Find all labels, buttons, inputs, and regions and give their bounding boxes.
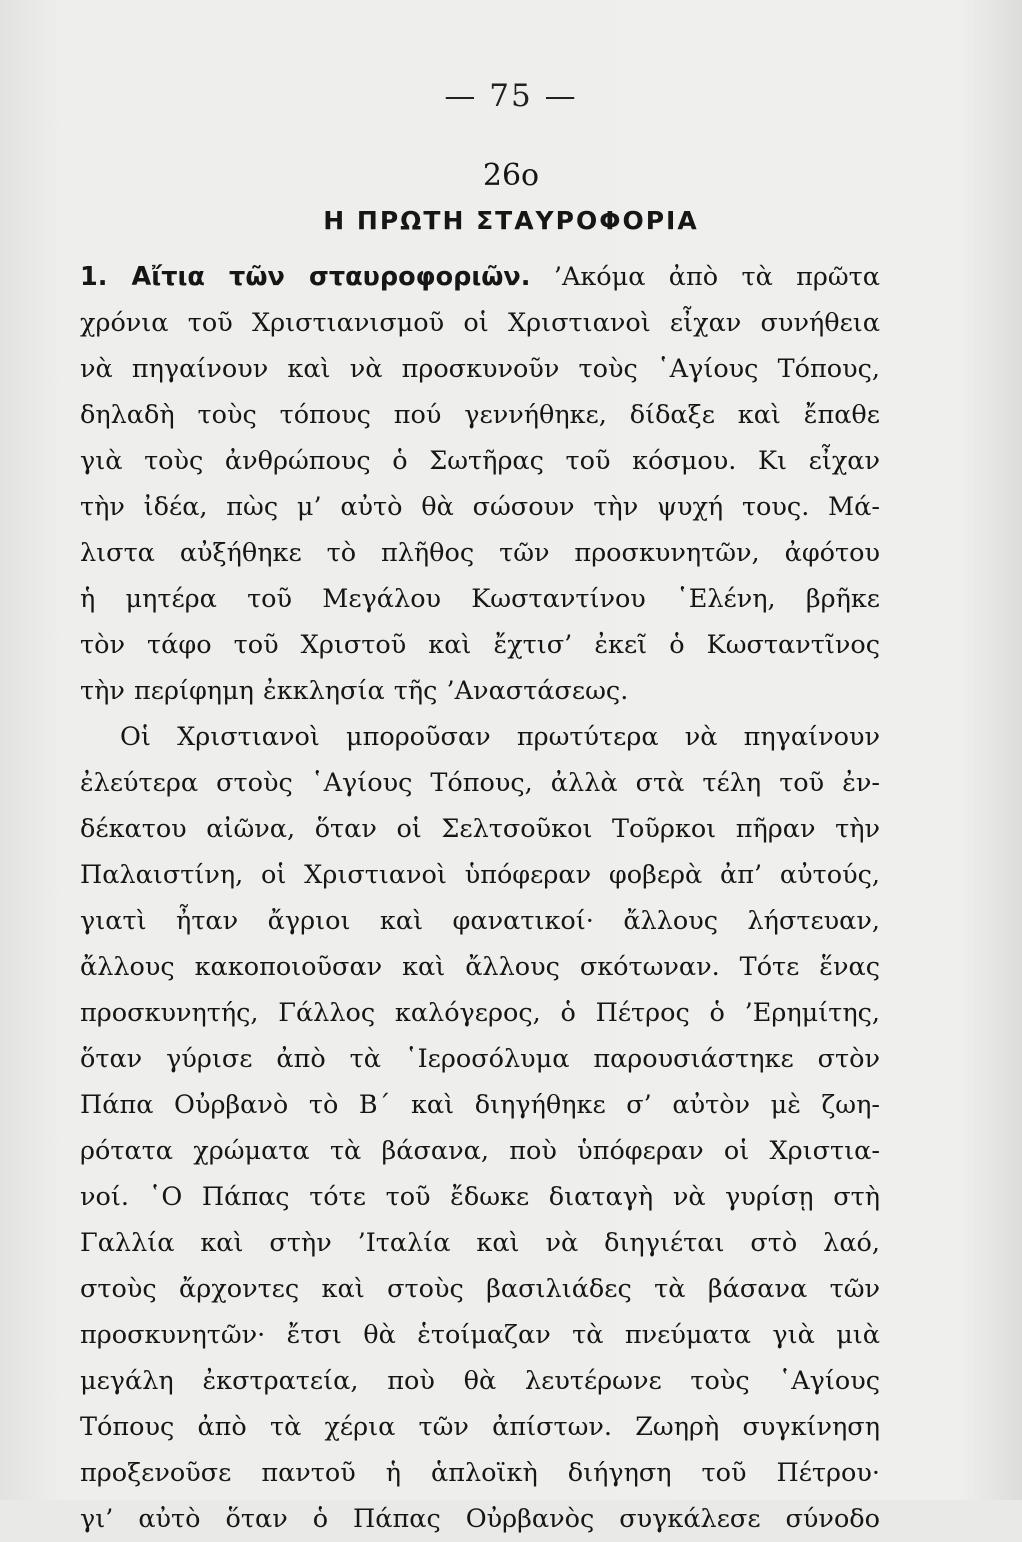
- text-line: λιστα αὐξήθηκε τὸ πλῆθος τῶν προσκυνητῶν, ἀφότου: [80, 538, 880, 568]
- text-line: προσκυνητής, Γάλλος καλόγερος, ὁ Πέτρος ὁ ’Ερημίτης,: [80, 998, 880, 1028]
- page-number: — 75 —: [444, 78, 578, 114]
- text-line: χρόνια τοῦ Χριστιανισμοῦ οἱ Χριστιανοὶ εἶχαν συνήθεια: [80, 308, 880, 338]
- text-line: μεγάλη ἐκστρατεία, ποὺ θὰ λευτέρωνε τοὺς ῾Αγίους: [80, 1366, 880, 1396]
- text-line: [80, 254, 880, 300]
- text-line: νὰ πηγαίνουν καὶ νὰ προσκυνοῦν τοὺς ῾Αγίους Τόπους,: [80, 354, 880, 384]
- text-line: γι’ αὐτὸ ὅταν ὁ Πάπας Οὐρβανὸς συγκάλεσε σύνοδο: [80, 1504, 880, 1534]
- text-line: ἡ μητέρα τοῦ Μεγάλου Κωσταντίνου ῾Ελένη, βρῆκε: [80, 584, 880, 614]
- text-line: ἐλεύτερα στοὺς ῾Αγίους Τόπους, ἀλλὰ στὰ τέλη τοῦ ἐν-: [80, 768, 880, 798]
- text-line: δηλαδὴ τοὺς τόπους πού γεννήθηκε, δίδαξε καὶ ἔπαθε: [80, 400, 880, 430]
- text-line: Τόπους ἀπὸ τὰ χέρια τῶν ἀπίστων. Ζωηρὴ συγκίνηση: [80, 1412, 880, 1442]
- text-line: Γαλλία καὶ στὴν ’Ιταλία καὶ νὰ διηγιέται στὸ λαό,: [80, 1228, 880, 1258]
- chapter-title: Η ΠΡΩΤΗ ΣΤΑΥΡΟΦΟΡΙΑ: [323, 206, 699, 235]
- text-line: γιὰ τοὺς ἀνθρώπους ὁ Σωτῆρας τοῦ κόσμου. Κι εἶχαν: [80, 446, 880, 476]
- text-line-content: ’Ακόμα ἀπὸ τὰ πρῶτα: [553, 262, 880, 292]
- text-line: τὴν περίφημη ἐκκλησία τῆς ’Αναστάσεως.: [80, 676, 629, 706]
- text-line: ρότατα χρώματα τὰ βάσανα, ποὺ ὑπόφεραν οἱ Χριστια-: [80, 1136, 880, 1166]
- text-line: δέκατου αἰῶνα, ὅταν οἱ Σελτσοῦκοι Τοῦρκοι πῆραν τὴν: [80, 814, 880, 844]
- text-line: γιατὶ ἦταν ἄγριοι καὶ φανατικοί· ἄλλους λήστευαν,: [80, 906, 880, 936]
- text-line: προσκυνητῶν· ἔτσι θὰ ἑτοίμαζαν τὰ πνεύματα γιὰ μιὰ: [80, 1320, 880, 1350]
- text-line: ὅταν γύρισε ἀπὸ τὰ ῾Ιεροσόλυμα παρουσιάστηκε στὸν: [80, 1044, 880, 1074]
- text-line: νοί. ῾Ο Πάπας τότε τοῦ ἔδωκε διαταγὴ νὰ γυρίσῃ στὴ: [80, 1182, 880, 1212]
- text-line: Οἱ Χριστιανοὶ μποροῦσαν πρωτύτερα νὰ πηγαίνουν: [120, 722, 880, 752]
- text-line: προξενοῦσε παντοῦ ἡ ἁπλοϊκὴ διήγηση τοῦ Πέτρου·: [80, 1458, 880, 1488]
- text-line: Παλαιστίνη, οἱ Χριστιανοὶ ὑπόφεραν φοβερὰ ἀπ’ αὐτούς,: [80, 860, 880, 890]
- text-line: τὸν τάφο τοῦ Χριστοῦ καὶ ἔχτισ’ ἐκεῖ ὁ Κωσταντῖνος: [80, 630, 880, 660]
- text-line: τὴν ἰδέα, πὼς μ’ αὐτὸ θὰ σώσουν τὴν ψυχή τους. Μά-: [80, 492, 880, 522]
- text-line: Πάπα Οὐρβανὸ τὸ Β΄ καὶ διηγήθηκε σ’ αὐτὸν μὲ ζωη-: [80, 1090, 880, 1120]
- text-line: στοὺς ἄρχοντες καὶ στοὺς βασιλιάδες τὰ βάσανα τῶν: [80, 1274, 880, 1304]
- section-heading: 1. Αἴτια τῶν σταυροφοριῶν.: [80, 262, 531, 292]
- body-text: [80, 254, 880, 1542]
- chapter-number: 26ο: [482, 158, 540, 193]
- text-line: ἄλλους κακοποιοῦσαν καὶ ἄλλους σκότωναν. Τότε ἕνας: [80, 952, 880, 982]
